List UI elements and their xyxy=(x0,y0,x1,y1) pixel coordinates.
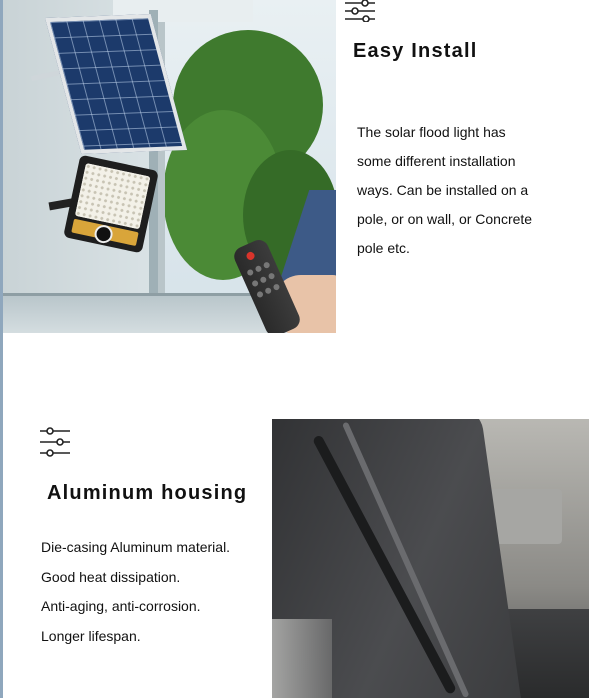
description-line: Anti-aging, anti-corrosion. xyxy=(41,598,201,614)
section-description-easy-install xyxy=(357,118,567,263)
light-reflection xyxy=(272,619,332,698)
remote-button xyxy=(256,290,264,298)
aluminum-housing-closeup-photo xyxy=(272,419,589,698)
description-line: Longer lifespan. xyxy=(41,627,141,644)
remote-button xyxy=(246,269,254,277)
description-line: The solar flood light has xyxy=(357,124,506,140)
section-title-aluminum-housing: Aluminum housing xyxy=(47,482,248,504)
remote-button xyxy=(263,261,271,269)
remote-button xyxy=(254,265,262,273)
description-line: some different installation xyxy=(357,153,516,169)
remote-button xyxy=(272,283,280,291)
sliders-icon xyxy=(39,427,71,457)
solar-light-install-photo xyxy=(3,0,336,333)
section-title-easy-install: Easy Install xyxy=(353,40,478,62)
led-array xyxy=(75,163,151,230)
remote-button xyxy=(251,279,259,287)
description-line: pole, or on wall, or Concrete xyxy=(357,211,533,227)
description-line: pole etc. xyxy=(357,240,410,256)
remote-button xyxy=(268,272,276,280)
description-line: ways. Can be installed on a xyxy=(357,182,529,198)
remote-button xyxy=(264,287,272,295)
sliders-icon xyxy=(344,0,376,22)
description-line: Good heat dissipation. xyxy=(41,568,181,585)
power-button xyxy=(245,251,256,262)
remote-button xyxy=(259,276,267,284)
flood-light xyxy=(63,155,159,254)
section-description-aluminum-housing xyxy=(41,533,266,651)
description-line: Die-casing Aluminum material. xyxy=(41,539,231,555)
